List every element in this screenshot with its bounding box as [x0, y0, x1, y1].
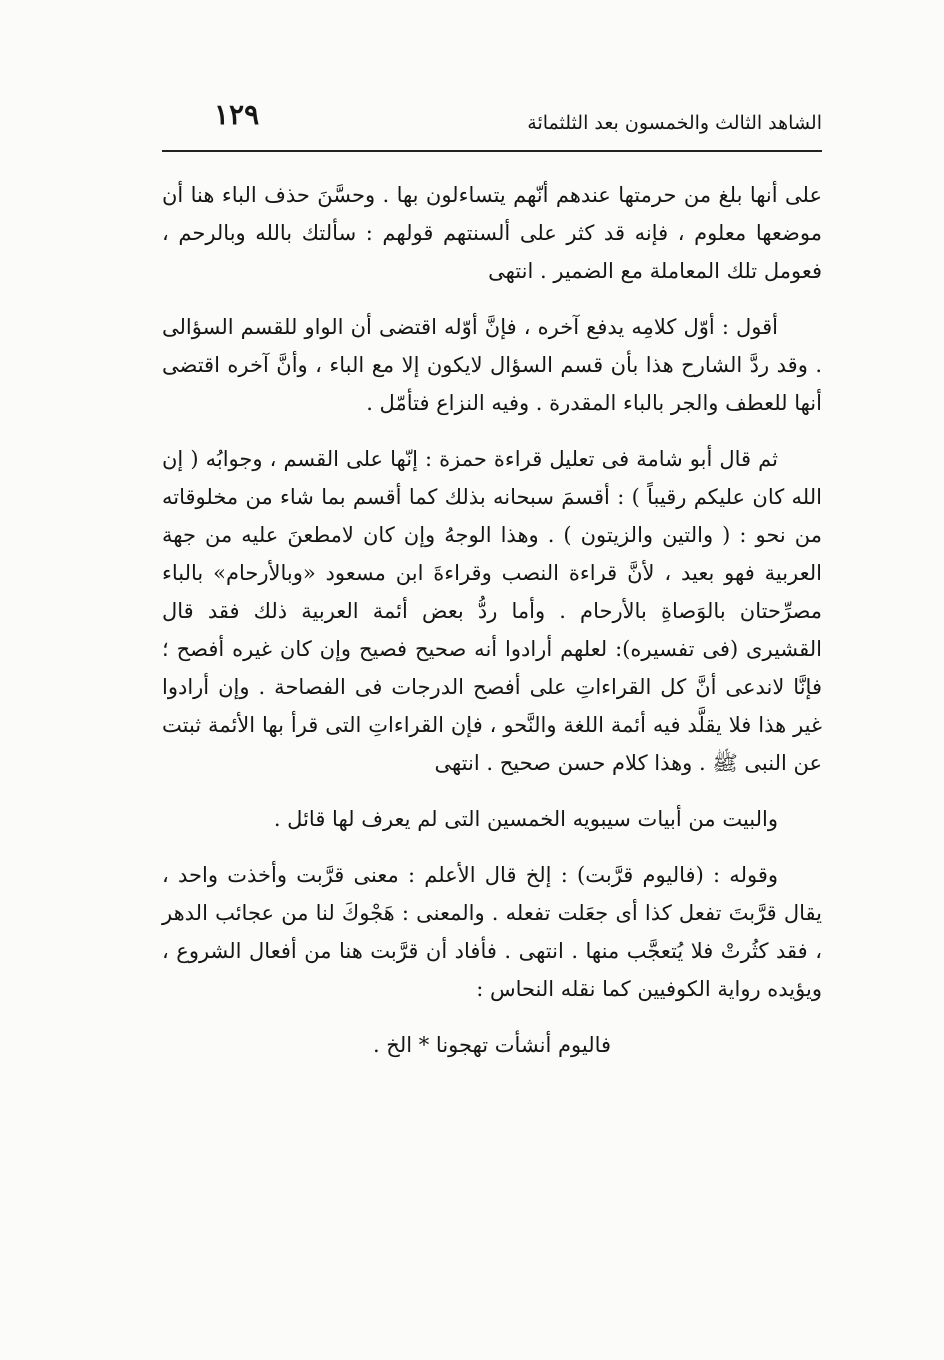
paragraph-2: أقول : أوّل كلامِه يدفع آخره ، فإنَّ أوّله اقتضى أن الواو للقسم السؤالى . وقد ردَّ الشارح هذا بأن قسم السؤال لايكون إلا مع الباء ، وأنَّ آخره اقتضى أنها للعطف والجر بالباء المقدرة . وفيه النزاع فتأمّل . — [162, 315, 822, 415]
body-text — [162, 176, 822, 1082]
paragraph-4: والبيت من أبيات سيبويه الخمسين التى لم يعرف لها قائل . — [273, 807, 778, 831]
page-number: ١٢٩ — [214, 98, 260, 131]
verse-quote: فاليوم أنشأت تهجونا * الخ . — [372, 1033, 612, 1057]
header-rule — [162, 150, 822, 152]
paragraph-1: على أنها بلغ من حرمتها عندهم أنّهم يتساءلون بها . وحسَّنَ حذف الباء هنا أن موضعها معلوم ، فإنه قد كثر على ألسنتهم قولهم : سألتك بالله وبالرحم ، فعومل تلك المعاملة مع الضمير . انتهى — [162, 183, 822, 283]
paragraph-3: ثم قال أبو شامة فى تعليل قراءة حمزة : إنّها على القسم ، وجوابُه ( إن الله كان عليكم رقيباً ) : أقسمَ سبحانه بذلك كما أقسم بما شاء من مخلوقاته من نحو : ( والتين والزيتون ) . وهذا الوجهُ وإن كان لامطعنَ عليه من جهة العربية فهو بعيد ، لأنَّ قراءة النصب وقراءةَ ابن مسعود «وبالأرحام» بالباء مصرِّحتان بالوَصاةِ بالأرحام . وأما ردُّ بعض أئمة العربية ذلك فقد قال القشيرى (فى تفسيره): لعلهم أرادوا أنه صحيح فصيح وإن كان غيره أفصح ؛ فإنَّا لاندعى أنَّ كل القراءاتِ على أفصح الدرجات فى الفصاحة . وإن أرادوا غير هذا فلا يقلَّد فيه أئمة اللغة والنَّحو ، فإن القراءاتِ التى قرأ بها الأئمة ثبتت عن النبى ﷺ . وهذا كلام حسن صحيح . انتهى — [162, 447, 822, 775]
paragraph-5: وقوله : (فاليوم قرَّبت) : إلخ قال الأعلم : معنى قرَّبت وأخذت واحد ، يقال قرَّبتَ تفعل كذا أى جعَلت تفعله . والمعنى : هَجْوكَ لنا من عجائب الدهر ، فقد كثُرتْ فلا يُتعجَّب منها . انتهى . فأفاد أن قرَّبت هنا من أفعال الشروع ، ويؤيده رواية الكوفيين كما نقله النحاس : — [162, 863, 822, 1001]
running-head: الشاهد الثالث والخمسون بعد الثلثمائة — [527, 112, 822, 134]
page-header — [162, 96, 822, 148]
